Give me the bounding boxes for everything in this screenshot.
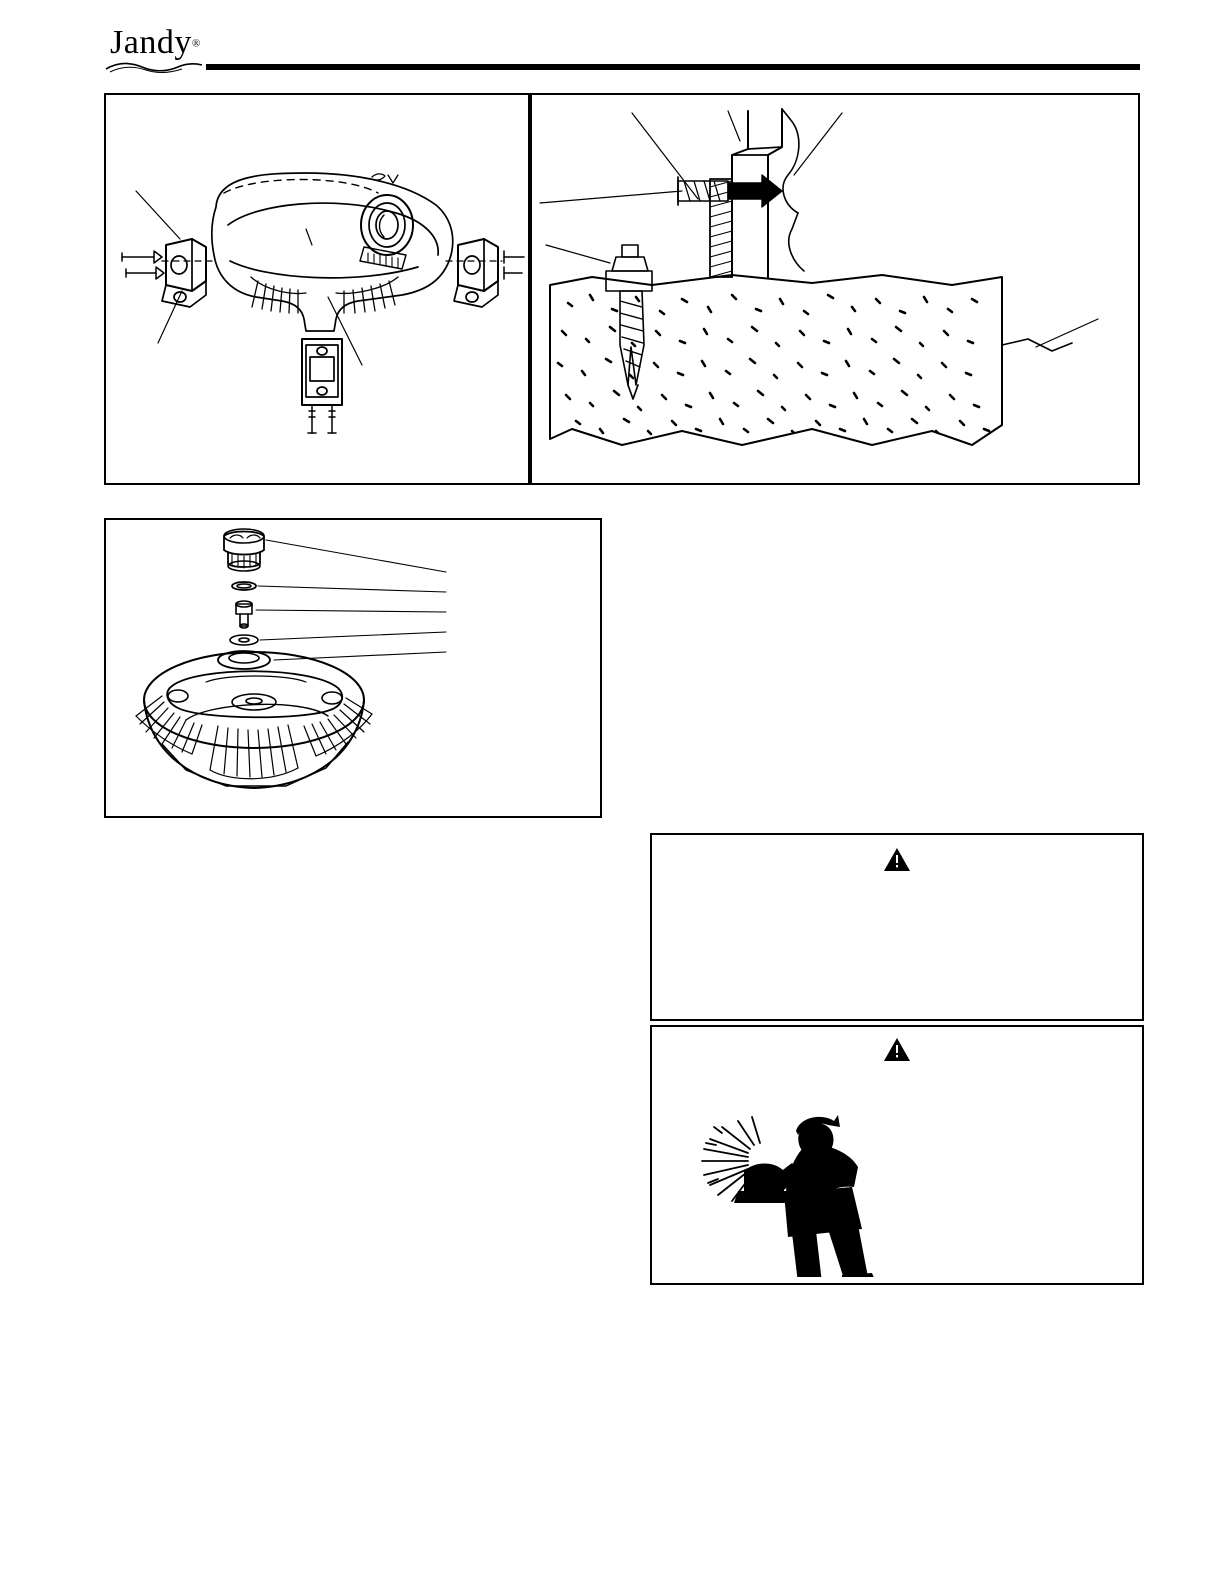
brand-name: Jandy xyxy=(110,24,192,61)
figure-cleaner-head-bracket-assembly xyxy=(104,93,530,485)
cleaner-head-bracket-drawing xyxy=(106,95,528,483)
warning-box-bottom xyxy=(650,1025,1144,1285)
figure-rotating-head-exploded-view xyxy=(104,518,602,818)
figure-concrete-anchor-detail xyxy=(530,93,1140,485)
person-over-cleaner-silhouette xyxy=(652,1087,1142,1277)
page-header xyxy=(0,0,1224,90)
rotating-head-exploded-drawing xyxy=(106,520,600,816)
warning-bottom-body xyxy=(652,1027,653,1028)
header-divider-rule xyxy=(206,64,1140,70)
warning-top-heading xyxy=(652,835,653,836)
brand-logo xyxy=(104,24,214,74)
warning-bottom-heading xyxy=(652,1027,653,1028)
concrete-anchor-drawing xyxy=(532,95,1138,483)
warning-illustration xyxy=(652,1087,1142,1275)
warning-box-top xyxy=(650,833,1144,1021)
warning-triangle-icon xyxy=(883,847,911,872)
brand-swoosh-icon xyxy=(104,60,204,74)
warning-top-body xyxy=(652,835,653,836)
brand-registered-mark: ® xyxy=(191,37,201,50)
warning-triangle-icon xyxy=(883,1037,911,1062)
